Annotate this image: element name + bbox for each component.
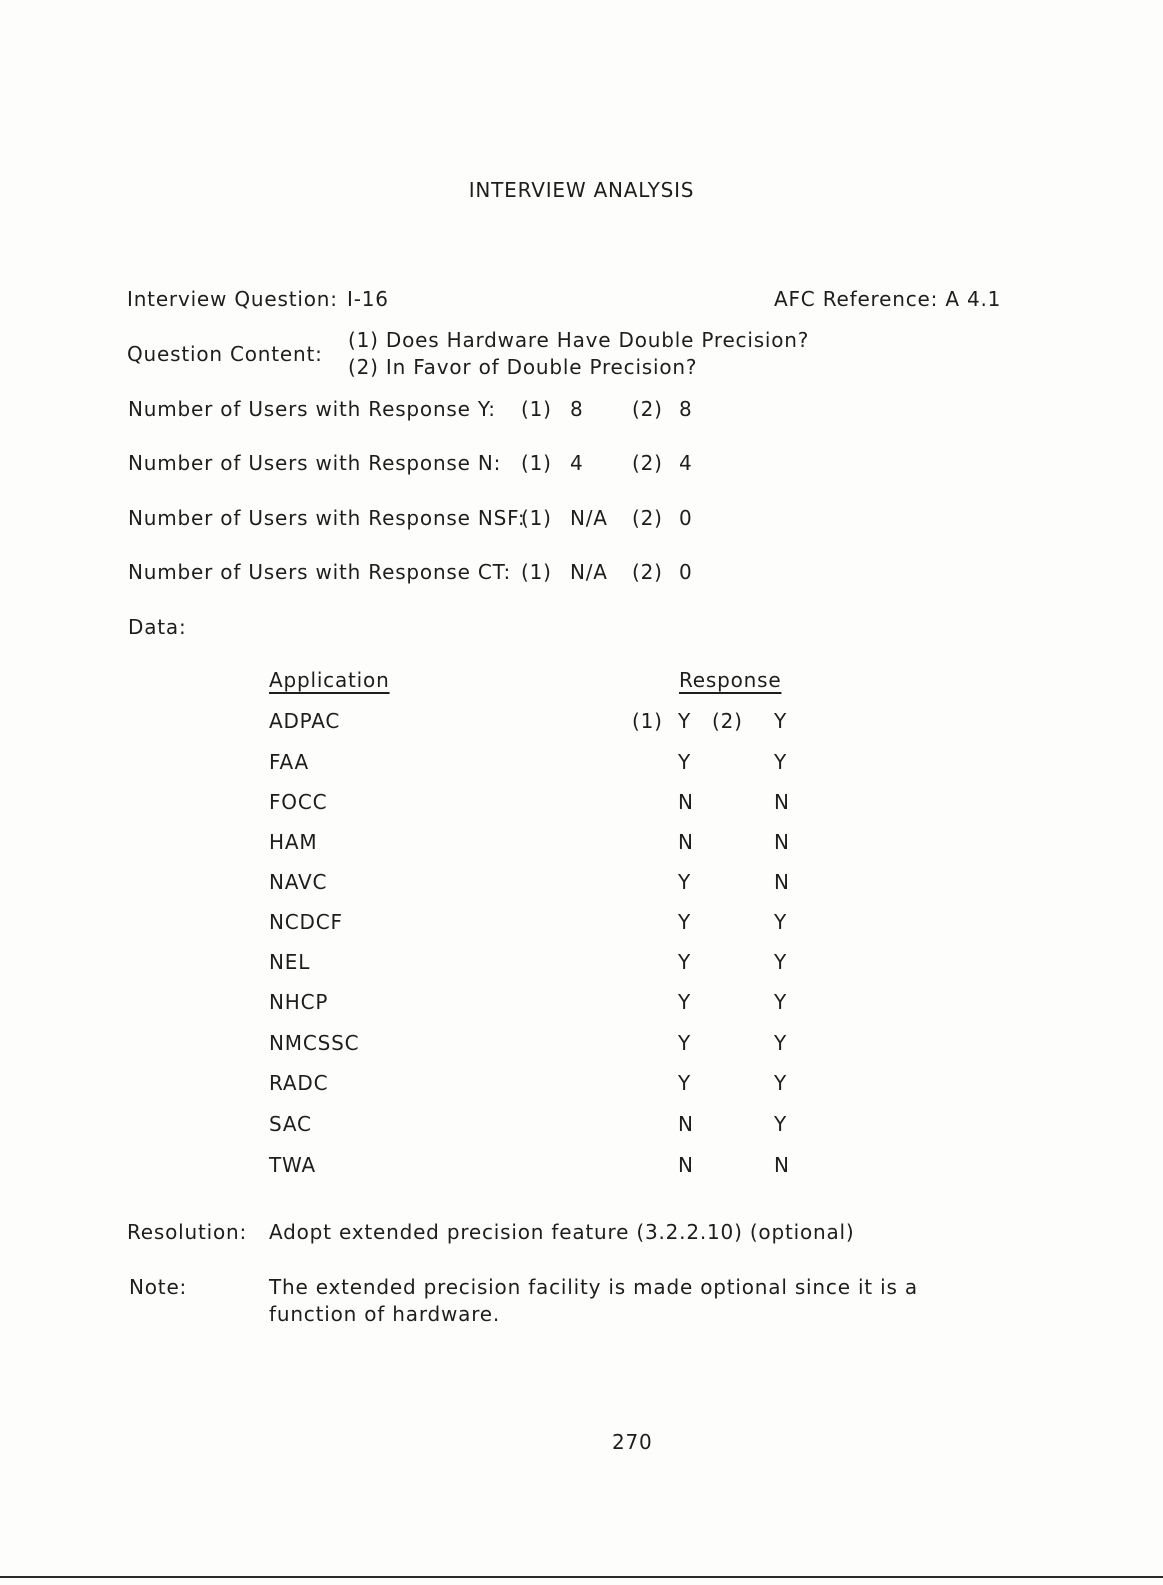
- count-q1-tag: (1): [521, 506, 552, 530]
- row-application: NEL: [269, 950, 311, 974]
- row-response-1: Y: [678, 870, 692, 894]
- row-application: FOCC: [269, 790, 328, 814]
- count-q1-value: 4: [570, 451, 584, 475]
- row-response-1: Y: [678, 1071, 692, 1095]
- count-q1-tag: (1): [521, 451, 552, 475]
- count-label-y: Number of Users with Response Y:: [128, 397, 496, 421]
- row-response-2: Y: [774, 709, 788, 733]
- count-q1-value: N/A: [570, 506, 608, 530]
- count-q2-tag: (2): [632, 397, 663, 421]
- row-response-1: N: [678, 790, 694, 814]
- interview-question-label: Interview Question:: [127, 287, 338, 311]
- row-response-1: N: [678, 1112, 694, 1136]
- count-q1-value: 8: [570, 397, 584, 421]
- row-response-2: Y: [774, 1031, 788, 1055]
- page-number: 270: [612, 1430, 653, 1454]
- note-line-2: function of hardware.: [269, 1302, 501, 1326]
- row-response-1: Y: [678, 990, 692, 1014]
- row-application: FAA: [269, 750, 309, 774]
- row-application: ADPAC: [269, 709, 341, 733]
- count-label-ct: Number of Users with Response CT:: [128, 560, 512, 584]
- row-response-1: Y: [678, 750, 692, 774]
- col-header-application: Application: [269, 668, 390, 692]
- note-line-1: The extended precision facility is made optional since it is a: [269, 1275, 918, 1299]
- row-application: HAM: [269, 830, 318, 854]
- interview-question-value: I-16: [347, 287, 389, 311]
- resolution-text: Adopt extended precision feature (3.2.2.10) (optional): [269, 1220, 855, 1244]
- count-q2-tag: (2): [632, 451, 663, 475]
- count-q2-tag: (2): [632, 560, 663, 584]
- row-application: TWA: [269, 1153, 316, 1177]
- question-content-line-2: (2) In Favor of Double Precision?: [348, 355, 698, 379]
- row-response-1: Y: [678, 910, 692, 934]
- count-q2-value: 4: [679, 451, 693, 475]
- col-header-response: Response: [679, 668, 782, 692]
- row-response-1: Y: [678, 950, 692, 974]
- row-response-2: Y: [774, 910, 788, 934]
- row-response-2: N: [774, 870, 790, 894]
- row-application: NAVC: [269, 870, 328, 894]
- row-response-2: Y: [774, 990, 788, 1014]
- row-q1-tag: (1): [632, 709, 663, 733]
- row-response-1: Y: [678, 1031, 692, 1055]
- count-q2-tag: (2): [632, 506, 663, 530]
- row-application: NMCSSC: [269, 1031, 360, 1055]
- count-label-nsf: Number of Users with Response NSF:: [128, 506, 526, 530]
- data-label: Data:: [128, 615, 187, 639]
- row-response-2: Y: [774, 750, 788, 774]
- afc-reference: AFC Reference: A 4.1: [774, 287, 1002, 311]
- row-application: SAC: [269, 1112, 312, 1136]
- count-label-n: Number of Users with Response N:: [128, 451, 502, 475]
- count-q1-value: N/A: [570, 560, 608, 584]
- note-label: Note:: [129, 1275, 188, 1299]
- count-q2-value: 0: [679, 560, 693, 584]
- row-response-1: Y: [678, 709, 692, 733]
- count-q1-tag: (1): [521, 560, 552, 584]
- row-response-1: N: [678, 830, 694, 854]
- question-content-line-1: (1) Does Hardware Have Double Precision?: [348, 328, 810, 352]
- row-application: NCDCF: [269, 910, 343, 934]
- row-response-2: N: [774, 830, 790, 854]
- row-application: RADC: [269, 1071, 329, 1095]
- row-response-1: N: [678, 1153, 694, 1177]
- row-response-2: Y: [774, 1071, 788, 1095]
- row-response-2: N: [774, 790, 790, 814]
- row-response-2: N: [774, 1153, 790, 1177]
- bottom-rule: [0, 1576, 1163, 1578]
- row-response-2: Y: [774, 950, 788, 974]
- row-q2-tag: (2): [712, 709, 743, 733]
- row-application: NHCP: [269, 990, 329, 1014]
- resolution-label: Resolution:: [127, 1220, 248, 1244]
- count-q2-value: 0: [679, 506, 693, 530]
- row-response-2: Y: [774, 1112, 788, 1136]
- count-q2-value: 8: [679, 397, 693, 421]
- question-content-label: Question Content:: [127, 342, 323, 366]
- page-title: INTERVIEW ANALYSIS: [468, 178, 695, 202]
- count-q1-tag: (1): [521, 397, 552, 421]
